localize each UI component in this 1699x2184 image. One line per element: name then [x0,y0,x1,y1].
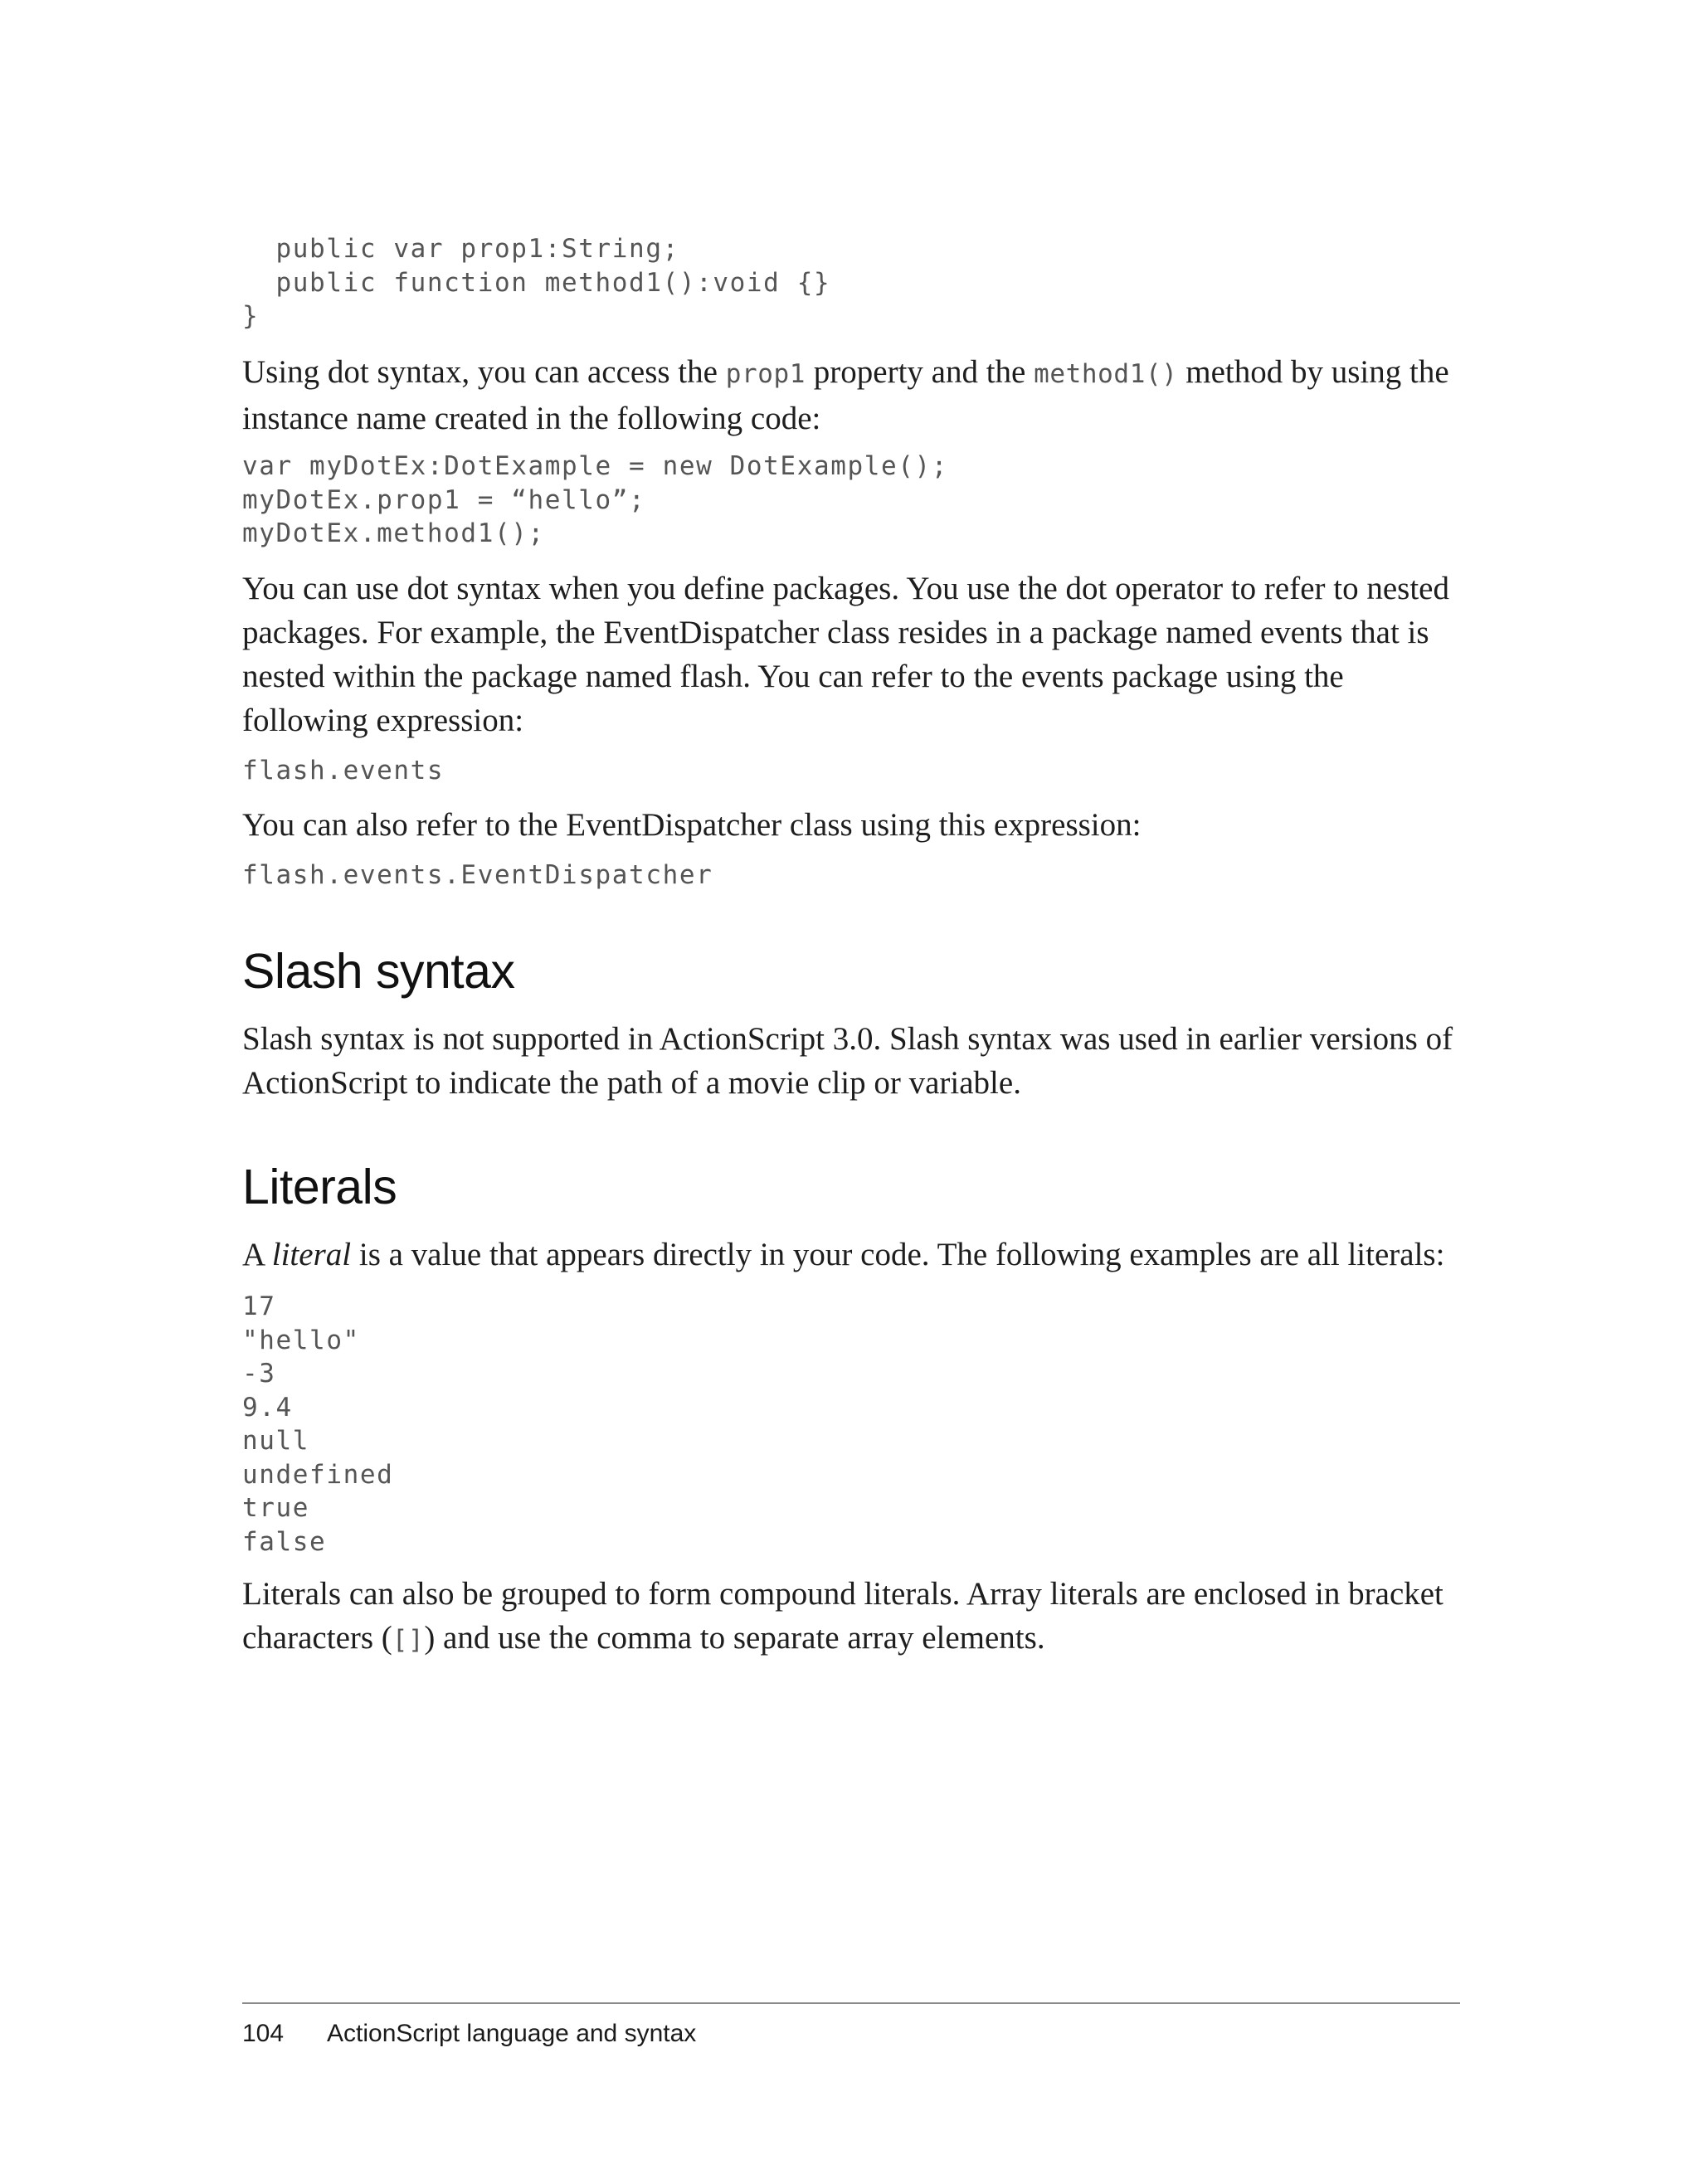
heading-slash-syntax: Slash syntax [242,944,515,999]
inline-code-brackets: [] [392,1625,425,1655]
list-item: undefined [242,1459,394,1490]
code-block-instance [242,450,1462,551]
list-item: 9.4 [242,1392,293,1423]
emphasis-literal: literal [271,1237,352,1272]
paragraph-compound-literals: Literals can also be grouped to form compound literals. Array literals are enclosed in bracket characters ([]) and use the comma to separate array elements. [242,1576,1443,1656]
paragraph-literal-definition: A literal is a value that appears directly in your code. The following examples are all literals: [242,1237,1445,1272]
page-number: 104 [242,2020,285,2047]
paragraph-dot-access: Using dot syntax, you can access the prop1 property and the method1() method by using the instance name created in the following code: [242,354,1449,436]
code-block-class-members [242,232,1462,333]
chapter-title: ActionScript language and syntax [327,2020,697,2047]
page-footer [242,2017,696,2050]
code-block-eventdispatcher: flash.events.EventDispatcher [242,860,713,890]
list-item: "hello" [242,1325,360,1355]
inline-code-method1: method1() [1034,359,1178,389]
code-line: } [242,301,260,331]
list-item: false [242,1526,327,1557]
list-item: true [242,1493,310,1523]
inline-code-prop1: prop1 [725,359,806,389]
code-block-flash-events: flash.events [242,756,445,786]
list-item: null [242,1426,310,1456]
paragraph-slash-syntax: Slash syntax is not supported in ActionScript 3.0. Slash syntax was used in earlier versions of ActionScript to indicate the path of a movie clip or variable. [242,1021,1453,1101]
heading-literals: Literals [242,1160,397,1214]
paragraph-eventdispatcher: You can also refer to the EventDispatcher class using this expression: [242,807,1142,843]
code-line: var myDotEx:DotExample = new DotExample(); [242,451,949,481]
code-line: public var prop1:String; [242,234,679,264]
code-line: myDotEx.method1(); [242,518,545,548]
paragraph-packages: You can use dot syntax when you define packages. You use the dot operator to refer to nested packages. For example, the EventDispatcher class resides in a package named events that is nested within the package named flash. You can refer to the events package using the following expression: [242,571,1449,738]
list-item: 17 [242,1291,276,1321]
code-line: public function method1():void {} [242,267,831,298]
list-item: -3 [242,1359,276,1389]
code-block-literals [242,1290,1462,1559]
document-page [242,0,1462,2184]
code-line: myDotEx.prop1 = “hello”; [242,484,646,515]
footer-divider [242,2002,1460,2004]
